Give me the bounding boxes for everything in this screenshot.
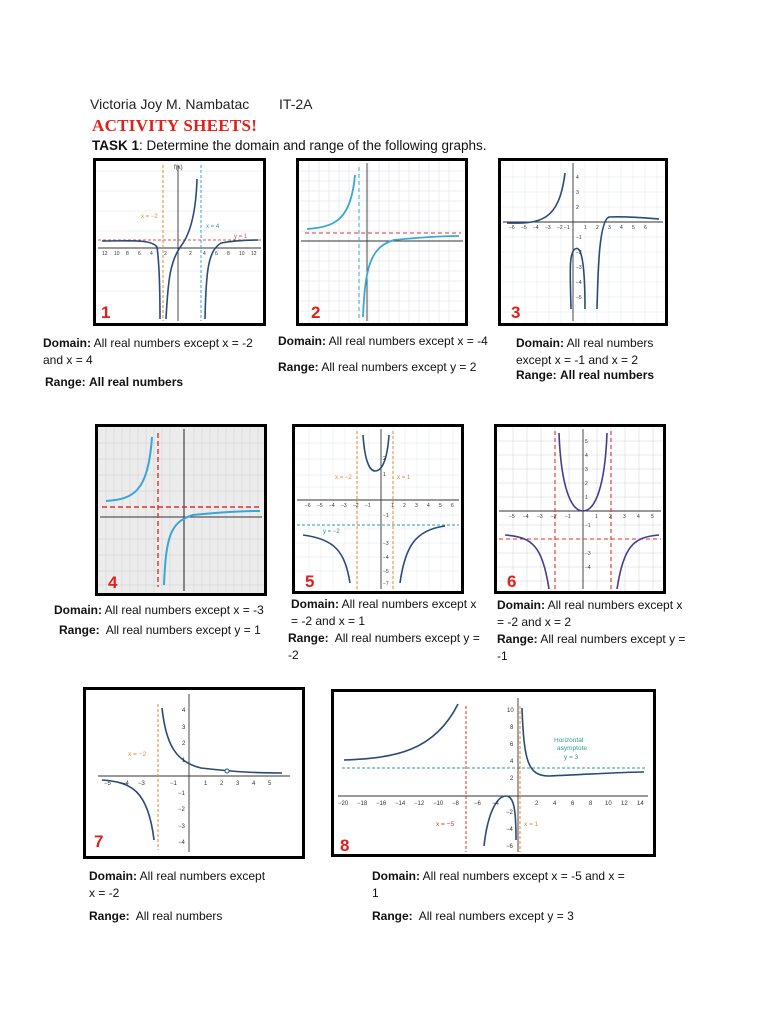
graph-3-ytick: −1 xyxy=(576,235,582,241)
graph-3-ytick: 2 xyxy=(576,205,579,211)
graph-5-xtick: 2 xyxy=(403,503,406,509)
graph-5-xtick: 4 xyxy=(427,503,430,509)
graph-3-ytick: −2 xyxy=(576,250,582,256)
graph-8-xtick: −20 xyxy=(338,801,349,807)
graph-8-ytick: −4 xyxy=(506,827,513,833)
graph-8-xtick: −8 xyxy=(452,801,459,807)
graph-1-fx-label: f(x) xyxy=(174,165,183,171)
graph-1-answer xyxy=(43,335,268,391)
student-name: Victoria Joy M. Nambatac xyxy=(90,96,250,112)
graph-6-ytick: 4 xyxy=(585,453,588,459)
graph-3-ytick: −5 xyxy=(576,295,582,301)
graph-8-xtick: 4 xyxy=(553,801,557,807)
graph-5-ytick: 2 xyxy=(383,456,386,462)
graph-5-number: 5 xyxy=(305,572,315,591)
graph-6-ytick: −4 xyxy=(585,565,591,571)
graph-6-xtick: −1 xyxy=(565,514,571,520)
graph-1-asymptote-label-c: y = 1 xyxy=(234,234,248,240)
graph-7-plot xyxy=(86,690,302,856)
graph-1-domain: All real numbers except x = -2 and x = 4 xyxy=(43,336,253,367)
graph-7-ytick: −1 xyxy=(178,791,185,797)
graph-6-xtick: 5 xyxy=(651,514,654,520)
graph-5-xtick: −1 xyxy=(365,503,371,509)
graph-5-asymptote-label-a: x = −2 xyxy=(335,475,352,481)
graph-8-xtick: 14 xyxy=(637,801,644,807)
graph-3-xtick: −1 xyxy=(564,225,570,231)
graph-6-xtick: −3 xyxy=(537,514,543,520)
graph-8-ytick: 10 xyxy=(507,708,514,714)
graph-1-xtick: 4 xyxy=(203,251,206,257)
domain-label: Domain: xyxy=(497,598,545,612)
domain-label: Domain: xyxy=(291,597,339,611)
graph-8-ytick: 6 xyxy=(510,742,514,748)
graph-6-ytick: 2 xyxy=(585,481,588,487)
graph-6-ytick: 1 xyxy=(585,495,588,501)
range-label: Range: xyxy=(59,623,100,637)
graph-1-xtick: 6 xyxy=(138,251,141,257)
graph-6-xtick: −2 xyxy=(551,514,557,520)
graph-6-ytick: −3 xyxy=(585,551,591,557)
graph-7-xtick: −3 xyxy=(138,781,145,787)
graph-1-xtick: 10 xyxy=(239,251,245,257)
graph-5-ytick: −4 xyxy=(383,555,389,561)
graph-6-xtick: −5 xyxy=(509,514,515,520)
graph-3-plot xyxy=(501,161,665,323)
graph-5-ytick: −7 xyxy=(383,581,389,587)
graph-8-ytick: −6 xyxy=(506,844,513,850)
graph-7-ytick: 2 xyxy=(182,741,186,747)
graph-8-xtick: 6 xyxy=(571,801,575,807)
graph-card-6 xyxy=(494,424,666,594)
graph-5-xtick: −2 xyxy=(353,503,359,509)
graph-3-xtick: −4 xyxy=(533,225,539,231)
graph-6-xtick: 1 xyxy=(595,514,598,520)
graph-8-annotation: x = 1 xyxy=(524,821,539,828)
task-label: TASK 1 xyxy=(92,138,140,153)
graph-card-3 xyxy=(498,158,668,326)
domain-label: Domain: xyxy=(43,336,91,350)
graph-8-number: 8 xyxy=(340,836,350,855)
graph-5-ytick: −1 xyxy=(383,513,389,519)
graph-5-xtick: −6 xyxy=(305,503,311,509)
graph-1-xtick: 2 xyxy=(189,251,192,257)
graph-card-8 xyxy=(331,689,656,857)
graph-card-7 xyxy=(83,687,305,859)
graph-1-asymptote-label-a: x = −2 xyxy=(141,214,158,220)
task-text: : Determine the domain and range of the following graphs. xyxy=(139,138,487,153)
graph-4-range: All real numbers except y = 1 xyxy=(105,623,261,637)
graph-3-xtick: −3 xyxy=(545,225,551,231)
graph-8-xtick: 12 xyxy=(621,801,628,807)
graph-8-xtick: −6 xyxy=(474,801,481,807)
graph-6-xtick: −4 xyxy=(523,514,529,520)
domain-label: Domain: xyxy=(89,869,137,883)
graph-4-domain: All real numbers except x = -3 xyxy=(104,603,264,617)
graph-3-answer xyxy=(516,335,691,384)
graph-5-xtick: 5 xyxy=(439,503,442,509)
graph-8-annotation: y = 3 xyxy=(564,754,579,761)
graph-8-xtick: 8 xyxy=(589,801,593,807)
graph-7-xtick: −5 xyxy=(104,781,111,787)
graph-7-number: 7 xyxy=(94,832,104,851)
graph-5-xtick: −4 xyxy=(329,503,335,509)
graph-7-xtick: −1 xyxy=(170,781,177,787)
graph-5-answer xyxy=(288,596,484,664)
graph-7-ytick: 1 xyxy=(182,758,186,764)
range-label: Range: xyxy=(497,632,538,646)
range-label: Range: xyxy=(516,368,557,382)
graph-7-asymptote-label: x = −2 xyxy=(128,751,147,758)
graph-3-ytick: −3 xyxy=(576,265,582,271)
graph-card-2 xyxy=(296,158,468,326)
graph-3-xtick: 2 xyxy=(596,225,599,231)
graph-1-xtick: 6 xyxy=(215,251,218,257)
graph-8-domain: All real numbers except x = -5 and x = 1 xyxy=(372,869,625,900)
graph-5-ytick: −3 xyxy=(383,541,389,547)
graph-8-xtick: −16 xyxy=(376,801,387,807)
graph-5-ytick: −5 xyxy=(383,569,389,575)
graph-7-xtick: 4 xyxy=(252,781,256,787)
graph-card-5 xyxy=(292,424,464,594)
graph-8-annotation: asymptote xyxy=(557,745,587,752)
graph-3-xtick: −5 xyxy=(521,225,527,231)
graph-7-ytick: −4 xyxy=(178,840,185,846)
graph-1-asymptote-label-b: x = 4 xyxy=(206,224,220,230)
graph-1-xtick: 10 xyxy=(114,251,120,257)
graph-5-xtick: −3 xyxy=(341,503,347,509)
range-label: Range: xyxy=(372,909,413,923)
graph-8-xtick: −18 xyxy=(357,801,368,807)
graph-7-xtick: 5 xyxy=(268,781,272,787)
graph-7-ytick: −2 xyxy=(178,807,185,813)
graph-8-ytick: 4 xyxy=(510,759,514,765)
graph-5-xtick: 1 xyxy=(391,503,394,509)
graph-3-xtick: 4 xyxy=(620,225,623,231)
graph-3-ytick: −4 xyxy=(576,280,582,286)
domain-label: Domain: xyxy=(278,334,326,348)
graph-4-number: 4 xyxy=(108,573,118,592)
graph-6-domain: All real numbers except x = -2 and x = 2 xyxy=(497,598,683,629)
graph-1-xtick: 12 xyxy=(251,251,257,257)
graph-6-number: 6 xyxy=(507,572,517,591)
graph-6-xtick: 4 xyxy=(637,514,640,520)
graph-7-answer xyxy=(89,868,269,925)
range-label: Range: xyxy=(278,360,319,374)
graph-1-number: 1 xyxy=(101,303,111,322)
graph-3-number: 3 xyxy=(511,303,521,322)
graph-6-ytick: 5 xyxy=(585,439,588,445)
graph-3-ytick: 4 xyxy=(576,175,579,181)
graph-1-plot xyxy=(96,161,263,323)
graph-5-domain: All real numbers except x = -2 and x = 1 xyxy=(291,597,477,628)
page-title: ACTIVITY SHEETS! xyxy=(92,116,258,135)
graph-8-annotation: x = −5 xyxy=(436,821,455,828)
graph-8-xtick: −10 xyxy=(433,801,444,807)
graph-8-xtick: 2 xyxy=(535,801,539,807)
graph-7-ytick: −3 xyxy=(178,824,185,830)
graph-8-xtick: −4 xyxy=(492,801,499,807)
graph-8-xtick: 10 xyxy=(605,801,612,807)
graph-6-ytick: −1 xyxy=(585,523,591,529)
graph-3-domain: All real numbers except x = -1 and x = 2 xyxy=(516,336,654,367)
graph-5-xtick: −5 xyxy=(317,503,323,509)
graph-8-xtick: −12 xyxy=(414,801,425,807)
graph-7-ytick: 3 xyxy=(182,725,186,731)
range-label: Range: xyxy=(89,909,130,923)
graph-7-domain: All real numbers except x = -2 xyxy=(89,869,266,900)
graph-6-range: All real numbers except y = -1 xyxy=(497,632,686,663)
graph-7-xtick: 2 xyxy=(220,781,224,787)
graph-6-xtick: 2 xyxy=(609,514,612,520)
graph-3-xtick: 3 xyxy=(608,225,611,231)
graph-5-xtick: 6 xyxy=(451,503,454,509)
task-instructions xyxy=(92,138,486,153)
range-label: Range: xyxy=(288,631,329,645)
graph-6-ytick: 3 xyxy=(585,467,588,473)
graph-6-answer xyxy=(497,597,687,665)
domain-label: Domain: xyxy=(54,603,102,617)
graph-1-xtick: 12 xyxy=(102,251,108,257)
graph-1-xtick: 8 xyxy=(126,251,129,257)
graph-1-xtick: 8 xyxy=(227,251,230,257)
graph-5-range: All real numbers except y = -2 xyxy=(288,631,480,662)
graph-5-plot xyxy=(295,427,461,591)
graph-7-xtick: 1 xyxy=(204,781,208,787)
domain-label: Domain: xyxy=(516,336,564,350)
graph-7-range: All real numbers xyxy=(135,909,223,923)
graph-3-range: All real numbers xyxy=(560,368,655,382)
graph-1-xtick: 2 xyxy=(164,251,167,257)
graph-8-annotation: Horizontal xyxy=(554,737,584,744)
graph-8-plot xyxy=(334,692,653,854)
graph-4-plot xyxy=(98,427,264,593)
student-section: IT-2A xyxy=(279,96,313,112)
graph-8-ytick: −2 xyxy=(506,810,513,816)
graph-5-asymptote-label-b: x = 1 xyxy=(397,475,411,481)
graph-2-number: 2 xyxy=(311,303,321,322)
graph-8-answer xyxy=(372,868,632,925)
graph-3-xtick: 1 xyxy=(584,225,587,231)
graph-7-xtick: 3 xyxy=(236,781,240,787)
graph-8-ytick: 8 xyxy=(510,725,514,731)
graph-card-4 xyxy=(95,424,267,596)
graph-6-plot xyxy=(497,427,663,591)
graph-3-xtick: 6 xyxy=(644,225,647,231)
graph-2-domain: All real numbers except x = -4 xyxy=(328,334,488,348)
graph-5-ytick: 1 xyxy=(383,472,386,478)
graph-6-xtick: 3 xyxy=(623,514,626,520)
graph-3-ytick: 3 xyxy=(576,190,579,196)
graph-4-answer xyxy=(54,602,294,639)
graph-1-xtick: 4 xyxy=(150,251,153,257)
graph-2-plot xyxy=(299,161,465,323)
graph-1-range: All real numbers xyxy=(89,375,184,389)
graph-2-range: All real numbers except y = 2 xyxy=(321,360,477,374)
graph-7-ytick: 4 xyxy=(182,708,186,714)
domain-label: Domain: xyxy=(372,869,420,883)
graph-5-asymptote-label-c: y = −2 xyxy=(323,529,340,535)
graph-7-xtick: −4 xyxy=(122,781,129,787)
graph-8-ytick: 2 xyxy=(510,776,514,782)
graph-8-range: All real numbers except y = 3 xyxy=(418,909,574,923)
graph-3-xtick: 5 xyxy=(632,225,635,231)
graph-8-xtick: −14 xyxy=(395,801,406,807)
graph-2-answer xyxy=(278,333,508,376)
graph-3-xtick: −6 xyxy=(509,225,515,231)
range-label: Range: xyxy=(45,375,86,389)
graph-3-xtick: −2 xyxy=(557,225,563,231)
graph-card-1 xyxy=(93,158,266,326)
graph-5-xtick: 3 xyxy=(415,503,418,509)
student-header xyxy=(90,96,313,112)
